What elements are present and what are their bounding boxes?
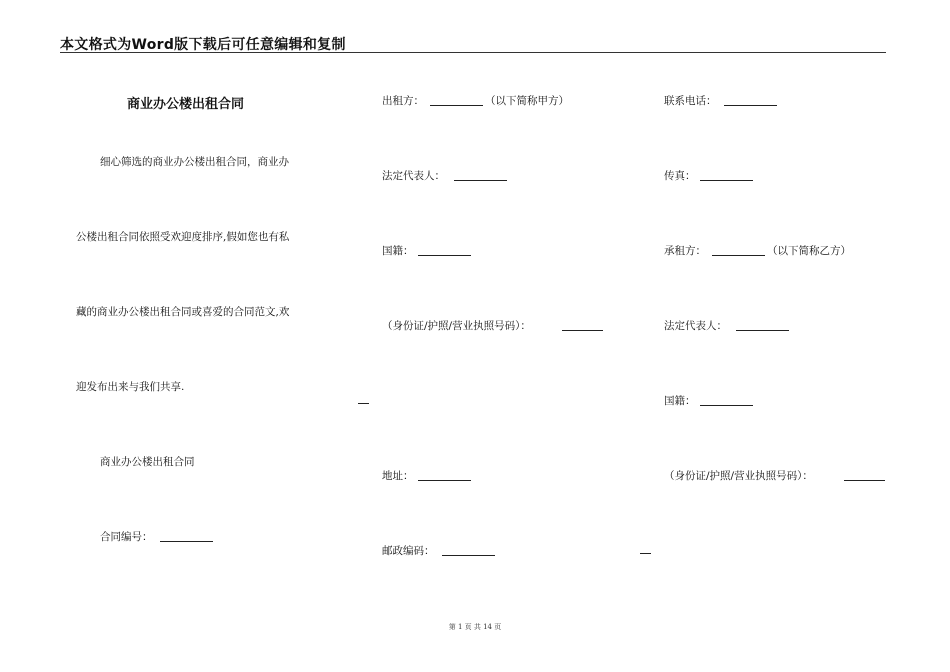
column-dash-1 — [358, 403, 369, 404]
legal-rep-blank-1 — [454, 180, 507, 181]
fax-label: 传真： — [664, 170, 696, 182]
id-document-blank-2 — [844, 480, 885, 481]
lessee-blank — [712, 255, 765, 256]
document-header: 本文格式为Word版下载后可任意编辑和复制 — [60, 37, 346, 53]
column-dash-2 — [640, 553, 651, 554]
lessor-note: （以下简称甲方） — [485, 95, 569, 107]
id-document-label-2: （身份证/护照/营业执照号码）： — [664, 470, 813, 482]
intro-line-2: 公楼出租合同依照受欢迎度排序,假如您也有私 — [76, 231, 290, 243]
nationality-blank-1 — [418, 255, 471, 256]
lessor-blank — [430, 105, 483, 106]
lessee-note: （以下简称乙方） — [767, 245, 851, 257]
contract-number-blank — [160, 541, 213, 542]
document-title: 商业办公楼出租合同 — [127, 97, 245, 112]
intro-line-3: 藏的商业办公楼出租合同或喜爱的合同范文,欢 — [76, 306, 290, 318]
legal-rep-blank-2 — [736, 330, 789, 331]
address-label: 地址： — [382, 470, 414, 482]
nationality-label-1: 国籍： — [382, 245, 414, 257]
contract-number-label: 合同编号： — [100, 531, 153, 543]
header-divider — [60, 52, 886, 53]
address-blank — [418, 480, 471, 481]
intro-line-4: 迎发布出来与我们共享. — [76, 381, 185, 393]
postcode-blank — [442, 555, 495, 556]
fax-blank — [700, 180, 753, 181]
lessor-label: 出租方： — [382, 95, 424, 107]
phone-label: 联系电话： — [664, 95, 717, 107]
lessee-label: 承租方： — [664, 245, 706, 257]
id-document-blank-1 — [562, 330, 603, 331]
intro-line-1: 细心筛选的商业办公楼出租合同，商业办 — [100, 156, 289, 168]
contract-name: 商业办公楼出租合同 — [100, 456, 195, 468]
phone-blank — [724, 105, 777, 106]
legal-rep-label-1: 法定代表人： — [382, 170, 445, 182]
postcode-label: 邮政编码： — [382, 545, 435, 557]
nationality-label-2: 国籍： — [664, 395, 696, 407]
nationality-blank-2 — [700, 405, 753, 406]
page-footer: 第 1 页 共 14 页 — [448, 623, 502, 631]
legal-rep-label-2: 法定代表人： — [664, 320, 727, 332]
id-document-label-1: （身份证/护照/营业执照号码）： — [382, 320, 531, 332]
